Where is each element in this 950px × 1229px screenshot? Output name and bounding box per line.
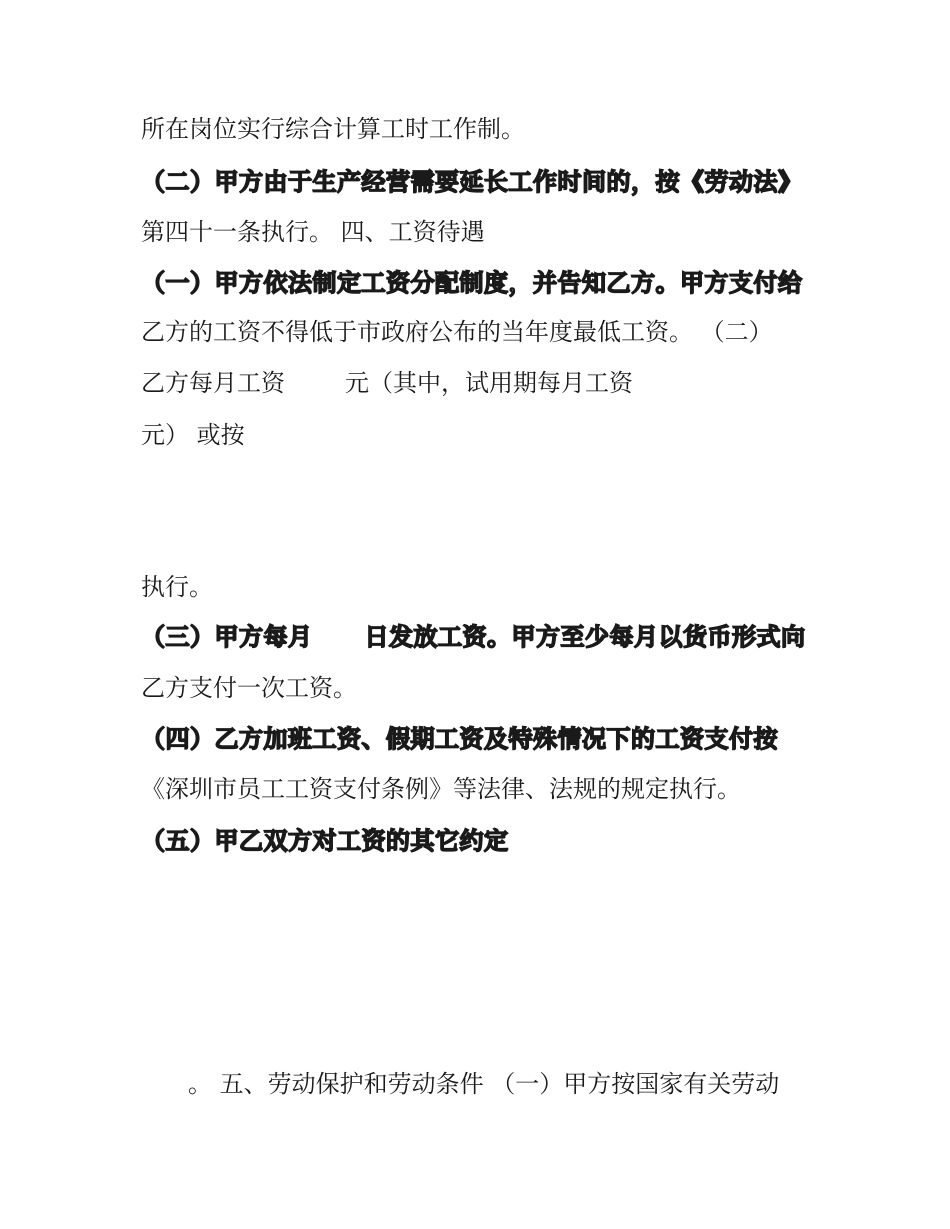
text-line: 乙方支付一次工资。 [141, 674, 357, 702]
text-line: 所在岗位实行综合计算工时工作制。 [141, 115, 525, 143]
text-line: 《深圳市员工工资支付条例》等法律、法规的规定执行。 [141, 775, 741, 803]
payday-line [141, 622, 806, 652]
text-line-outlined: （四）乙方加班工资、假期工资及特殊情况下的工资支付按 [141, 725, 778, 753]
text-line: 元） 或按 [141, 421, 245, 449]
text-line-outlined: （一）甲方依法制定工资分配制度，并告知乙方。甲方支付给 [141, 269, 803, 297]
text-line-outlined: （五）甲乙双方对工资的其它约定 [141, 827, 509, 855]
payday-rule: 日发放工资。甲方至少每月以货币形式向 [364, 623, 806, 651]
salary-label: 乙方每月工资 [141, 369, 285, 397]
text-line: 乙方的工资不得低于市政府公布的当年度最低工资。 （二） [141, 318, 773, 346]
salary-probation-label: 元（其中，试用期每月工资 [345, 369, 633, 397]
text-line: 。 五、劳动保护和劳动条件 （一）甲方按国家有关劳动 [188, 1070, 780, 1098]
text-line: 第四十一条执行。 四、工资待遇 [141, 218, 485, 246]
text-line: 执行。 [141, 573, 213, 601]
payday-label: （三）甲方每月 [141, 623, 313, 651]
salary-line [141, 368, 633, 398]
text-line-outlined: （二）甲方由于生产经营需要延长工作时间的，按《劳动法》 [141, 168, 803, 196]
